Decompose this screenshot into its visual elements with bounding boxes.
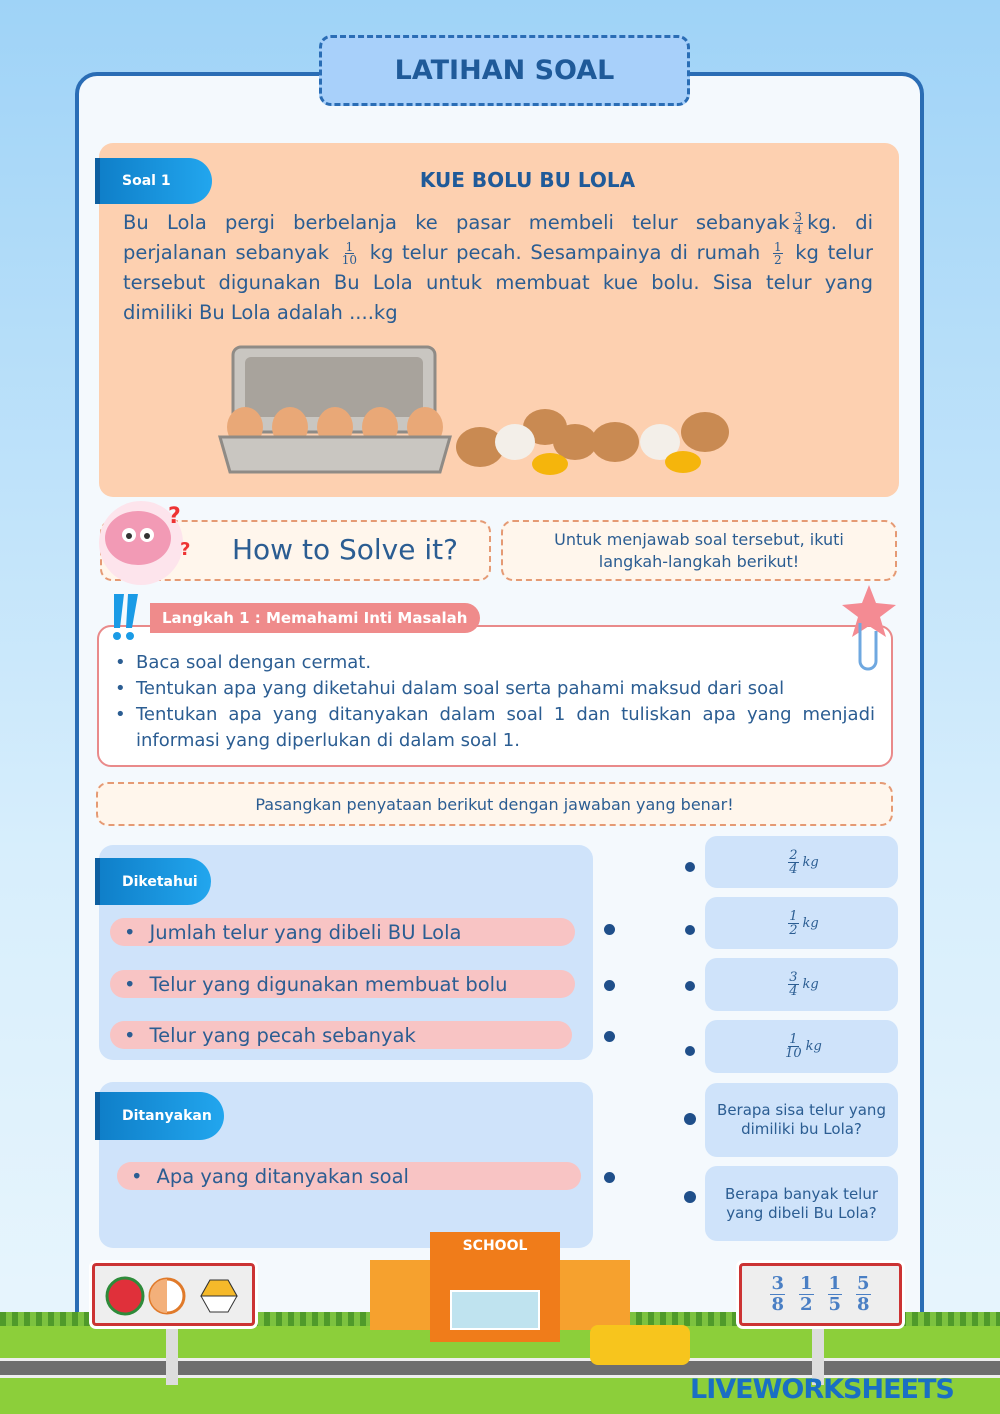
sign-post — [166, 1325, 178, 1385]
step-list-item: • Tentukan apa yang diketahui dalam soal serta pahami maksud dari soal — [113, 676, 875, 702]
step-list — [113, 650, 875, 754]
instruction-text: Pasangkan penyataan berikut dengan jawaban yang benar! — [96, 782, 893, 826]
fraction — [770, 1274, 785, 1315]
den: 10 — [341, 253, 358, 267]
text: kg. di perjalanan sebanyak — [123, 211, 873, 264]
match-dot-left[interactable] — [604, 980, 615, 991]
svg-text:?: ? — [180, 539, 191, 560]
fraction — [788, 910, 798, 937]
fraction — [342, 241, 357, 266]
unit: kg — [802, 854, 819, 870]
num: 1 — [789, 908, 798, 924]
answer-option[interactable]: Berapa banyak telur yang dibeli Bu Lola? — [705, 1166, 898, 1241]
answer-option[interactable] — [705, 836, 898, 888]
asked-item: • Apa yang ditanyakan soal — [117, 1162, 581, 1190]
step-list-item: • Tentukan apa yang ditanyakan dalam soal 1 dan tuliskan apa yang menjadi informasi yang diperlukan di dalam soal 1. — [113, 702, 875, 754]
match-dot-right[interactable] — [685, 981, 695, 991]
unit: kg — [805, 1039, 822, 1054]
fraction-shapes-icon — [95, 1266, 252, 1323]
num: 5 — [857, 1273, 870, 1294]
school-bus — [590, 1325, 690, 1365]
fraction — [788, 849, 798, 876]
ditanyakan-tag: Ditanyakan — [95, 1092, 224, 1140]
text: Bu Lola pergi berbelanja ke pasar membeli telur sebanyak — [123, 211, 790, 234]
known-item: • Telur yang digunakan membuat bolu — [110, 970, 575, 998]
known-item: • Telur yang pecah sebanyak — [110, 1021, 572, 1049]
den: 2 — [799, 1294, 813, 1315]
num: 3 — [771, 1273, 784, 1294]
answer-option[interactable] — [705, 897, 898, 949]
num: 3 — [789, 970, 798, 985]
known-item: • Jumlah telur yang dibeli BU Lola — [110, 918, 575, 946]
fraction — [785, 1033, 802, 1060]
page-title: LATIHAN SOAL — [319, 35, 690, 106]
den: 4 — [794, 223, 803, 237]
fraction — [793, 211, 803, 236]
num: 1 — [789, 1032, 798, 1047]
text: kg telur tersebut digunakan Bu Lola untuk membuat kue bolu. Sisa telur yang dimiliki Bu Lola adalah ....kg — [123, 241, 874, 324]
den: 8 — [771, 1294, 784, 1315]
exclamation-icon — [106, 592, 146, 642]
school-door — [450, 1290, 540, 1330]
diketahui-tag: Diketahui — [95, 858, 211, 905]
fraction — [828, 1274, 843, 1315]
fraction — [788, 971, 798, 998]
unit: kg — [802, 977, 819, 992]
match-dot-left[interactable] — [604, 1172, 615, 1183]
den: 8 — [857, 1294, 870, 1315]
problem-heading: KUE BOLU BU LOLA — [419, 168, 636, 192]
fraction-pictures-sign — [92, 1263, 255, 1326]
den: 2 — [789, 922, 798, 938]
answer-option[interactable] — [705, 1020, 898, 1073]
num: 1 — [345, 240, 354, 254]
liveworksheets-logo: LIVEWORKSHEETS — [690, 1374, 954, 1405]
match-dot-right[interactable] — [684, 1113, 696, 1125]
step-list-item: • Baca soal dengan cermat. — [113, 650, 875, 676]
match-dot-right[interactable] — [685, 1046, 695, 1056]
answer-option[interactable] — [705, 958, 898, 1011]
problem-text — [123, 208, 873, 328]
match-dot-left[interactable] — [604, 924, 615, 935]
fraction — [856, 1274, 871, 1315]
num: 3 — [794, 210, 803, 224]
how-to-solve-intro: Untuk menjawab soal tersebut, ikuti langkah-langkah berikut! — [501, 520, 897, 581]
svg-text:?: ? — [168, 504, 181, 529]
brain-mascot-icon — [96, 493, 196, 585]
soal-tag: Soal 1 — [95, 158, 212, 204]
den: 5 — [828, 1294, 842, 1315]
unit: kg — [802, 915, 819, 931]
match-dot-right[interactable] — [685, 862, 695, 872]
num: 1 — [828, 1273, 842, 1294]
den: 10 — [785, 1046, 802, 1061]
answer-option[interactable]: Berapa sisa telur yang dimiliki bu Lola? — [705, 1083, 898, 1157]
eggs-illustration — [215, 342, 735, 482]
num: 1 — [773, 240, 782, 254]
match-dot-right[interactable] — [684, 1191, 696, 1203]
num: 2 — [789, 847, 798, 863]
fractions-sign — [739, 1263, 902, 1326]
school-building: SCHOOL — [430, 1232, 560, 1342]
num: 1 — [799, 1273, 813, 1294]
how-to-solve-title: How to Solve it? — [232, 533, 458, 566]
den: 2 — [773, 253, 782, 267]
den: 4 — [789, 861, 798, 877]
step-title: Langkah 1 : Memahami Inti Masalah — [150, 603, 480, 633]
match-dot-right[interactable] — [685, 925, 695, 935]
fraction — [773, 241, 783, 266]
fraction — [799, 1274, 814, 1315]
den: 4 — [789, 984, 798, 999]
match-dot-left[interactable] — [604, 1031, 615, 1042]
text: kg telur pecah. Sesampainya di rumah — [369, 241, 761, 264]
